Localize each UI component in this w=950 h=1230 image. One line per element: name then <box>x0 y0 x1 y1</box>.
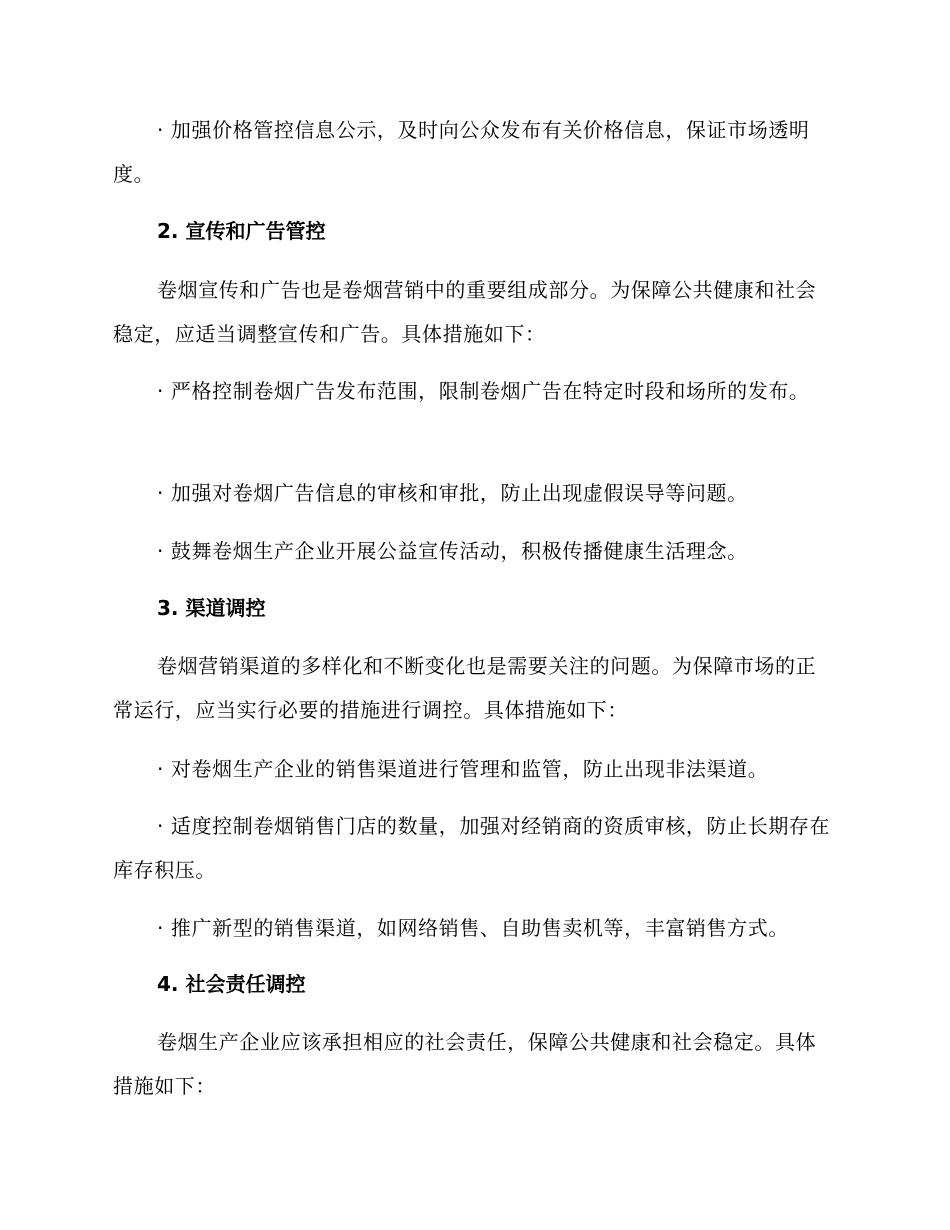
paragraph-public-welfare: · 鼓舞卷烟生产企业开展公益宣传活动，积极传播健康生活理念。 <box>157 539 748 563</box>
paragraph-channel-supervision: · 对卷烟生产企业的销售渠道进行管理和监管，防止出现非法渠道。 <box>157 757 769 781</box>
section-heading-channels: 3. 渠道调控 <box>157 596 266 620</box>
section-heading-advertising: 2. 宣传和广告管控 <box>157 219 326 243</box>
paragraph-new-channels: · 推广新型的销售渠道，如网络销售、自助售卖机等，丰富销售方式。 <box>157 916 789 940</box>
paragraph-store-control: · 适度控制卷烟销售门店的数量，加强对经销商的资质审核，防止长期存在库存积压。 <box>113 814 831 882</box>
paragraph-advertising-intro: 卷烟宣传和广告也是卷烟营销中的重要组成部分。为保障公共健康和社会稳定，应适当调整宣传和广告。具体措施如下： <box>113 278 817 346</box>
paragraph-price-disclosure: · 加强价格管控信息公示，及时向公众发布有关价格信息，保证市场透明度。 <box>113 118 810 186</box>
paragraph-ad-review: · 加强对卷烟广告信息的审核和审批，防止出现虚假误导等问题。 <box>157 481 748 505</box>
paragraph-channels-intro: 卷烟营销渠道的多样化和不断变化也是需要关注的问题。为保障市场的正常运行，应当实行必要的措施进行调控。具体措施如下： <box>113 654 817 722</box>
section-heading-social-responsibility: 4. 社会责任调控 <box>157 972 306 996</box>
paragraph-ad-scope: · 严格控制卷烟广告发布范围，限制卷烟广告在特定时段和场所的发布。 <box>157 379 810 403</box>
paragraph-social-responsibility-intro: 卷烟生产企业应该承担相应的社会责任，保障公共健康和社会稳定。具体措施如下： <box>113 1030 817 1098</box>
